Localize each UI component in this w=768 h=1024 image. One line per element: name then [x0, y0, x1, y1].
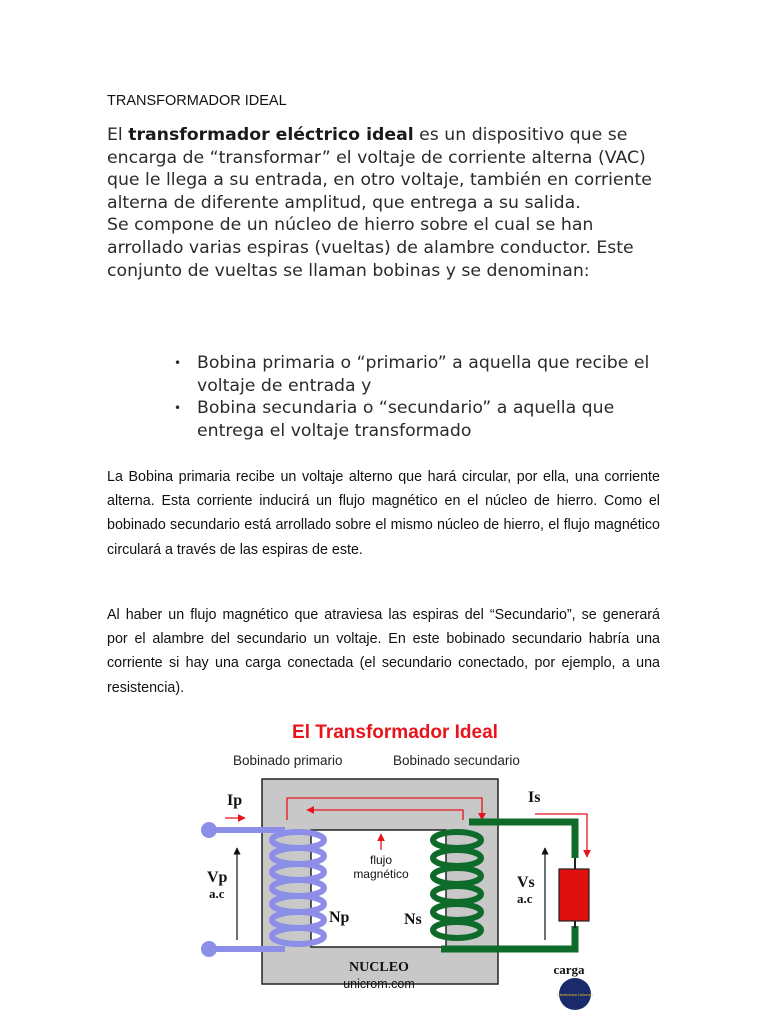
load-resistor — [559, 869, 589, 921]
intro-term: transformador eléctrico ideal — [128, 125, 414, 145]
flux-label-line1: flujo — [369, 853, 393, 867]
figure-title: El Transformador Ideal — [292, 722, 498, 743]
vp-label: Vp — [207, 869, 228, 886]
intro-lead: El — [107, 125, 129, 145]
bullet-text: Bobina primaria o “primario” a aquella que recibe el voltaje de entrada y — [197, 353, 650, 396]
core-label: NUCLEO — [349, 960, 409, 975]
primary-winding-label: Bobinado primario — [233, 753, 343, 768]
transformer-diagram — [195, 712, 615, 1012]
ns-label: Ns — [404, 911, 422, 928]
intro-rest: es un dispositivo que se encarga de “transformar” el voltaje de corriente alterna (VAC) que le llega a su entrada, en otro voltaje, también en corriente alterna de diferente amplitud, que entrega a su salida. — [107, 125, 652, 213]
vp-ac-label: a.c — [209, 886, 225, 901]
vs-label: Vs — [517, 874, 535, 891]
flux-label-line2: magnético — [353, 867, 409, 881]
badge-text: Electrónica Unicrom — [557, 992, 593, 997]
document-title: TRANSFORMADOR IDEAL — [107, 93, 287, 109]
vs-ac-label: a.c — [517, 891, 533, 906]
bullet-dot-icon: • — [174, 356, 182, 370]
body-paragraph-1: La Bobina primaria recibe un voltaje alterno que hará circular, por ella, una corriente alterna. Esta corriente inducirá un flujo magnético en el núcleo de hierro. Como el bobinado secundario está arrollado sobre el mismo núcleo de hierro, el flujo magnético circulará a través de las espiras de este. — [107, 469, 660, 558]
primary-terminal-top — [201, 822, 217, 838]
intro-second: Se compone de un núcleo de hierro sobre el cual se han arrollado varias espiras (vueltas) de alambre conductor. Este conjunto de vueltas se llaman bobinas y se denominan: — [107, 215, 634, 281]
body-paragraph-2: Al haber un flujo magnético que atraviesa las espiras del “Secundario”, se generará por el alambre del secundario un voltaje. En este bobinado secundario habría una corriente si hay una carga conectada (el secundario conectado, por ejemplo, a una resistencia). — [107, 607, 660, 696]
intro-paragraph — [107, 124, 667, 282]
load-label: carga — [553, 962, 585, 977]
bullet-item-secondary — [174, 397, 674, 442]
credit-label: unicrom.com — [343, 977, 415, 991]
bullet-item-primary — [174, 352, 674, 397]
secondary-winding-label: Bobinado secundario — [393, 753, 520, 768]
is-label: Is — [528, 789, 541, 806]
bullet-text: Bobina secundaria o “secundario” a aquella que entrega el voltaje transformado — [197, 398, 615, 441]
primary-terminal-bottom — [201, 941, 217, 957]
np-label: Np — [329, 909, 350, 926]
ip-label: Ip — [227, 792, 243, 809]
bullet-dot-icon: • — [174, 401, 182, 416]
coil-bullet-list — [174, 352, 674, 442]
